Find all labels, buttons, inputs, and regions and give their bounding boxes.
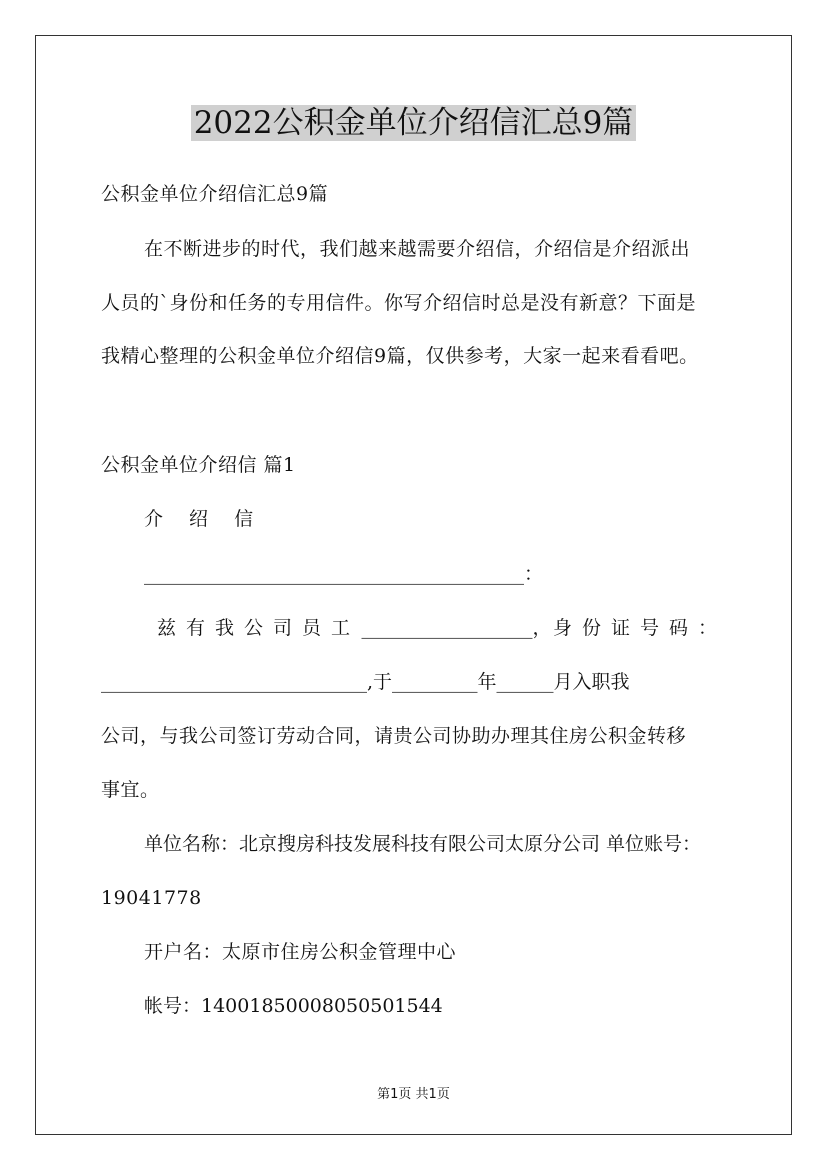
intro-line-3: 我精心整理的公积金单位介绍信9篇，仅供参考，大家一起来看看吧。 xyxy=(101,345,699,367)
subtitle: 公积金单位介绍信汇总9篇 xyxy=(101,183,329,205)
account-holder: 开户名：太原市住房公积金管理中心 xyxy=(144,941,457,963)
body-line-1-right: 身份证号码： xyxy=(552,617,727,639)
intro-line-2: 人员的`身份和任务的专用信件。你写介绍信时总是没有新意？下面是 xyxy=(101,292,697,314)
intro-line-1: 在不断进步的时代，我们越来越需要介绍信，介绍信是介绍派出 xyxy=(144,238,691,260)
body-line-2: ____________________________,于_________年______月入职我 xyxy=(101,671,630,693)
body-line-3: 公司，与我公司签订劳动合同，请贵公司协助办理其住房公积金转移 xyxy=(101,725,687,747)
unit-account: 19041778 xyxy=(101,887,202,909)
addressee-line: ________________________________________： xyxy=(144,563,544,585)
section-heading: 公积金单位介绍信 篇1 xyxy=(101,454,296,476)
unit-name-line: 单位名称：北京搜房科技发展科技有限公司太原分公司 单位账号： xyxy=(144,833,702,855)
body-line-1-left: 兹有我公司员工 xyxy=(157,617,361,639)
document-title: 2022公积金单位介绍信汇总9篇 xyxy=(0,103,827,143)
account-number: 帐号：14001850008050501544 xyxy=(144,995,443,1017)
body-line-4: 事宜。 xyxy=(101,779,160,801)
body-line-1-blank: __________________， xyxy=(361,617,552,639)
letter-title: 介 绍 信 xyxy=(144,508,264,530)
body-line-1 xyxy=(157,616,727,640)
page-footer: 第1页 共1页 xyxy=(377,1087,450,1102)
